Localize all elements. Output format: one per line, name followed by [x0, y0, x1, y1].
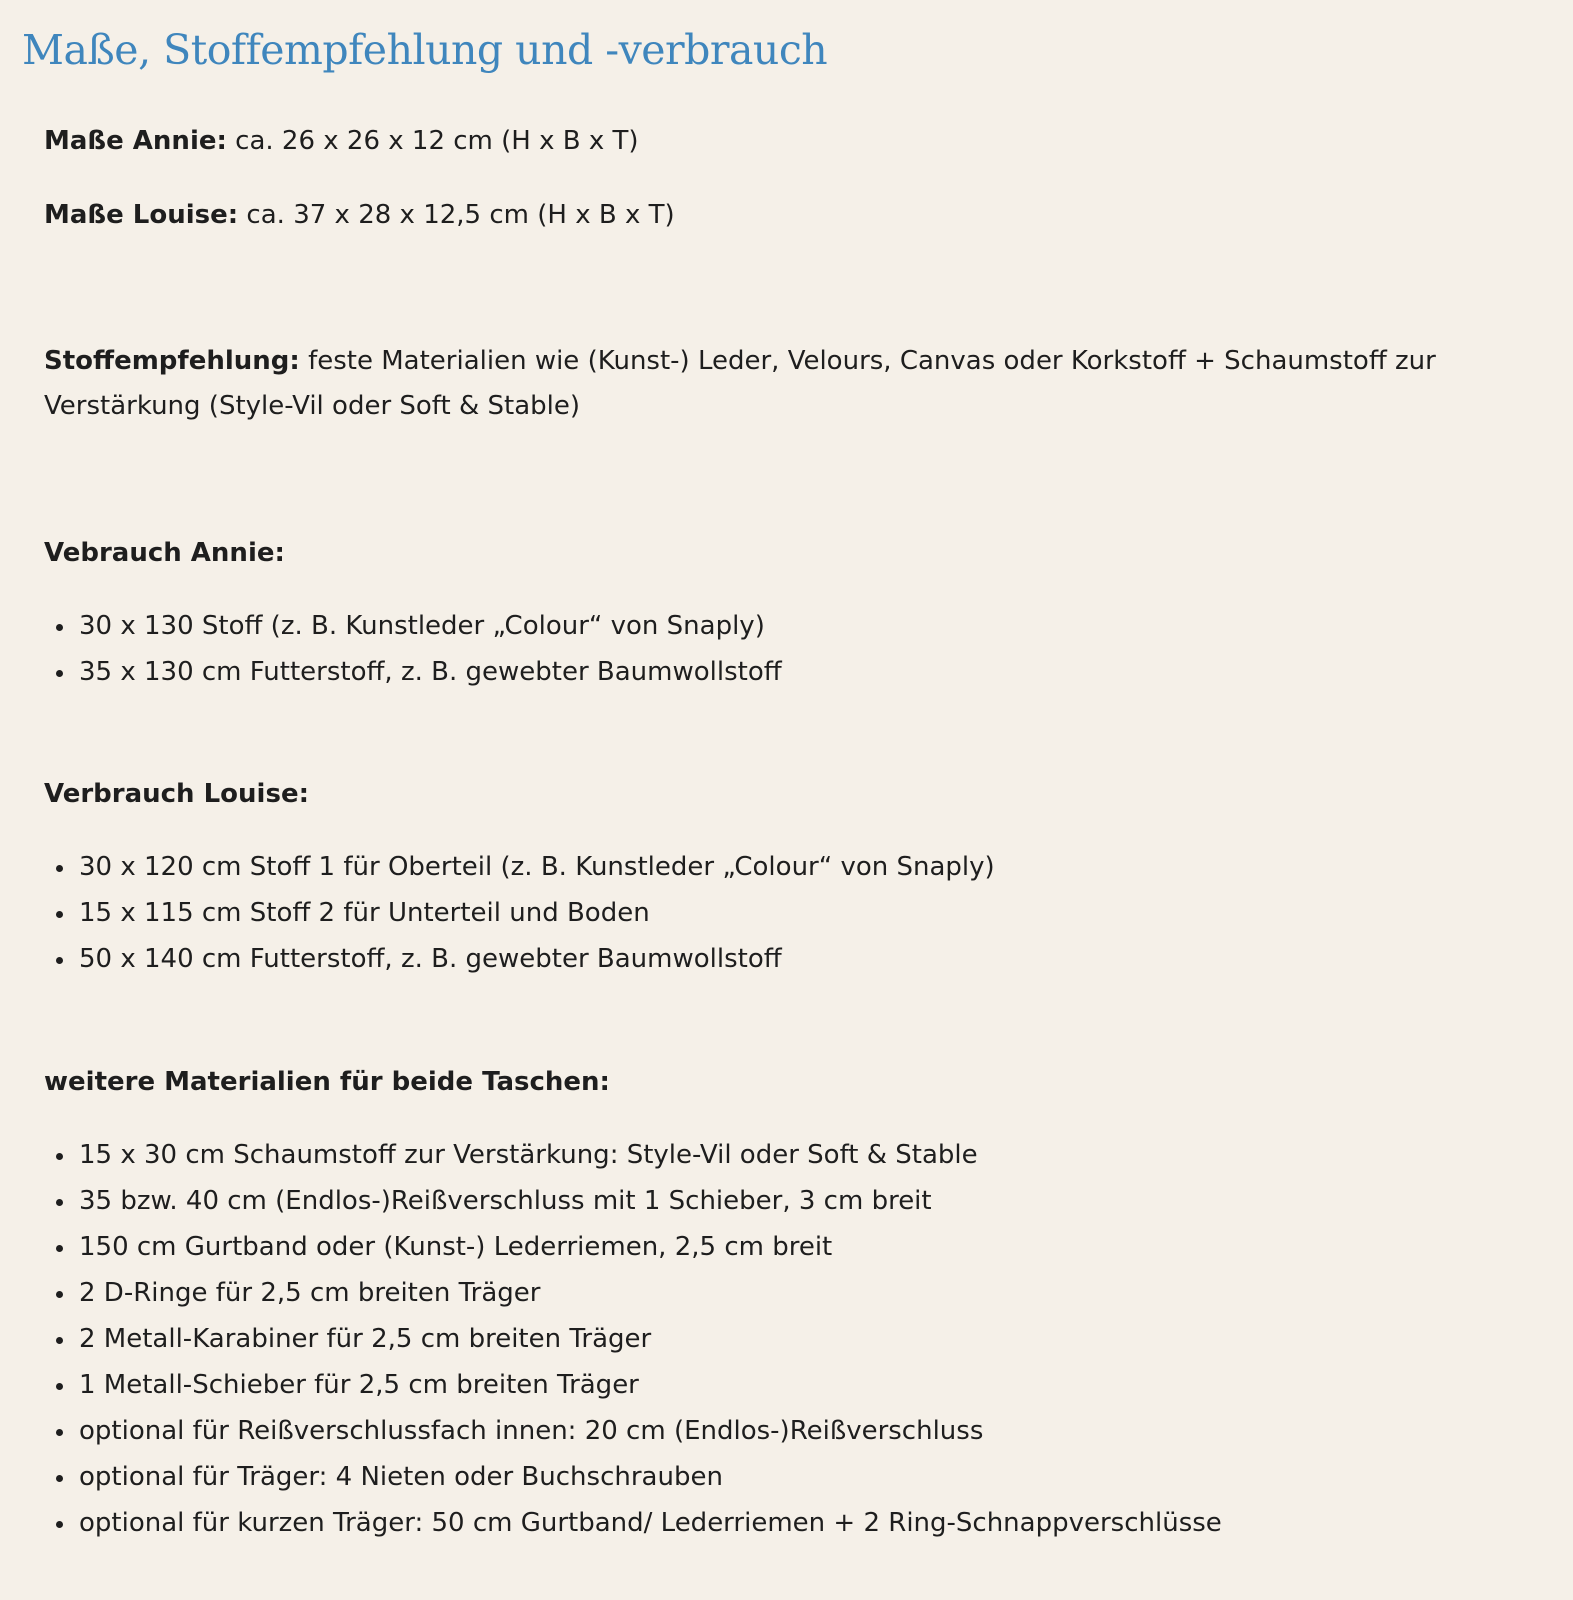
list-item: optional für Reißverschlussfach innen: 20 cm (Endlos-)Reißverschluss [44, 1409, 1545, 1455]
list-item: 35 bzw. 40 cm (Endlos-)Reißverschluss mit 1 Schieber, 3 cm breit [44, 1179, 1545, 1225]
section-heading-annie: Vebrauch Annie: [44, 538, 285, 568]
list-annie [44, 604, 1545, 696]
list-item: 2 Metall-Karabiner für 2,5 cm breiten Träger [44, 1317, 1545, 1363]
list-item: 30 x 130 Stoff (z. B. Kunstleder „Colour“ von Snaply) [44, 604, 1545, 650]
section-heading-louise: Verbrauch Louise: [44, 779, 309, 809]
dimension-louise-label: Maße Louise: [44, 200, 239, 230]
dimension-annie-value: ca. 26 x 26 x 12 cm (H x B x T) [226, 126, 639, 156]
list-item: 35 x 130 cm Futterstoff, z. B. gewebter Baumwollstoff [44, 650, 1545, 696]
list-louise [44, 845, 1545, 983]
section-heading-materials: weitere Materialien für beide Taschen: [44, 1067, 610, 1097]
list-item: 50 x 140 cm Futterstoff, z. B. gewebter Baumwollstoff [44, 937, 1545, 983]
dimension-annie [44, 119, 1545, 164]
dimension-louise [44, 193, 1545, 238]
content [22, 119, 1545, 1547]
dimension-louise-value: ca. 37 x 28 x 12,5 cm (H x B x T) [238, 200, 675, 230]
fabric-recommendation [44, 339, 1545, 429]
list-item: 150 cm Gurtband oder (Kunst-) Lederriemen, 2,5 cm breit [44, 1225, 1545, 1271]
fabric-recommendation-label: Stoffempfehlung: [44, 346, 300, 376]
list-item: optional für kurzen Träger: 50 cm Gurtband/ Lederriemen + 2 Ring-Schnappverschlüsse [44, 1501, 1545, 1547]
fabric-recommendation-value: feste Materialien wie (Kunst-) Leder, Velours, Canvas oder Korkstoff + Schaumstoff zur Verstärkung (Style-Vil oder Soft & Stable) [44, 346, 1436, 421]
page-title: Maße, Stoffempfehlung und -verbrauch [22, 26, 828, 74]
dimension-annie-label: Maße Annie: [44, 126, 227, 156]
list-item: 15 x 115 cm Stoff 2 für Unterteil und Boden [44, 891, 1545, 937]
list-item: 30 x 120 cm Stoff 1 für Oberteil (z. B. Kunstleder „Colour“ von Snaply) [44, 845, 1545, 891]
list-item: 1 Metall-Schieber für 2,5 cm breiten Träger [44, 1363, 1545, 1409]
list-item: 15 x 30 cm Schaumstoff zur Verstärkung: Style-Vil oder Soft & Stable [44, 1133, 1545, 1179]
list-item: 2 D-Ringe für 2,5 cm breiten Träger [44, 1271, 1545, 1317]
list-item: optional für Träger: 4 Nieten oder Buchschrauben [44, 1455, 1545, 1501]
list-materials [44, 1133, 1545, 1547]
